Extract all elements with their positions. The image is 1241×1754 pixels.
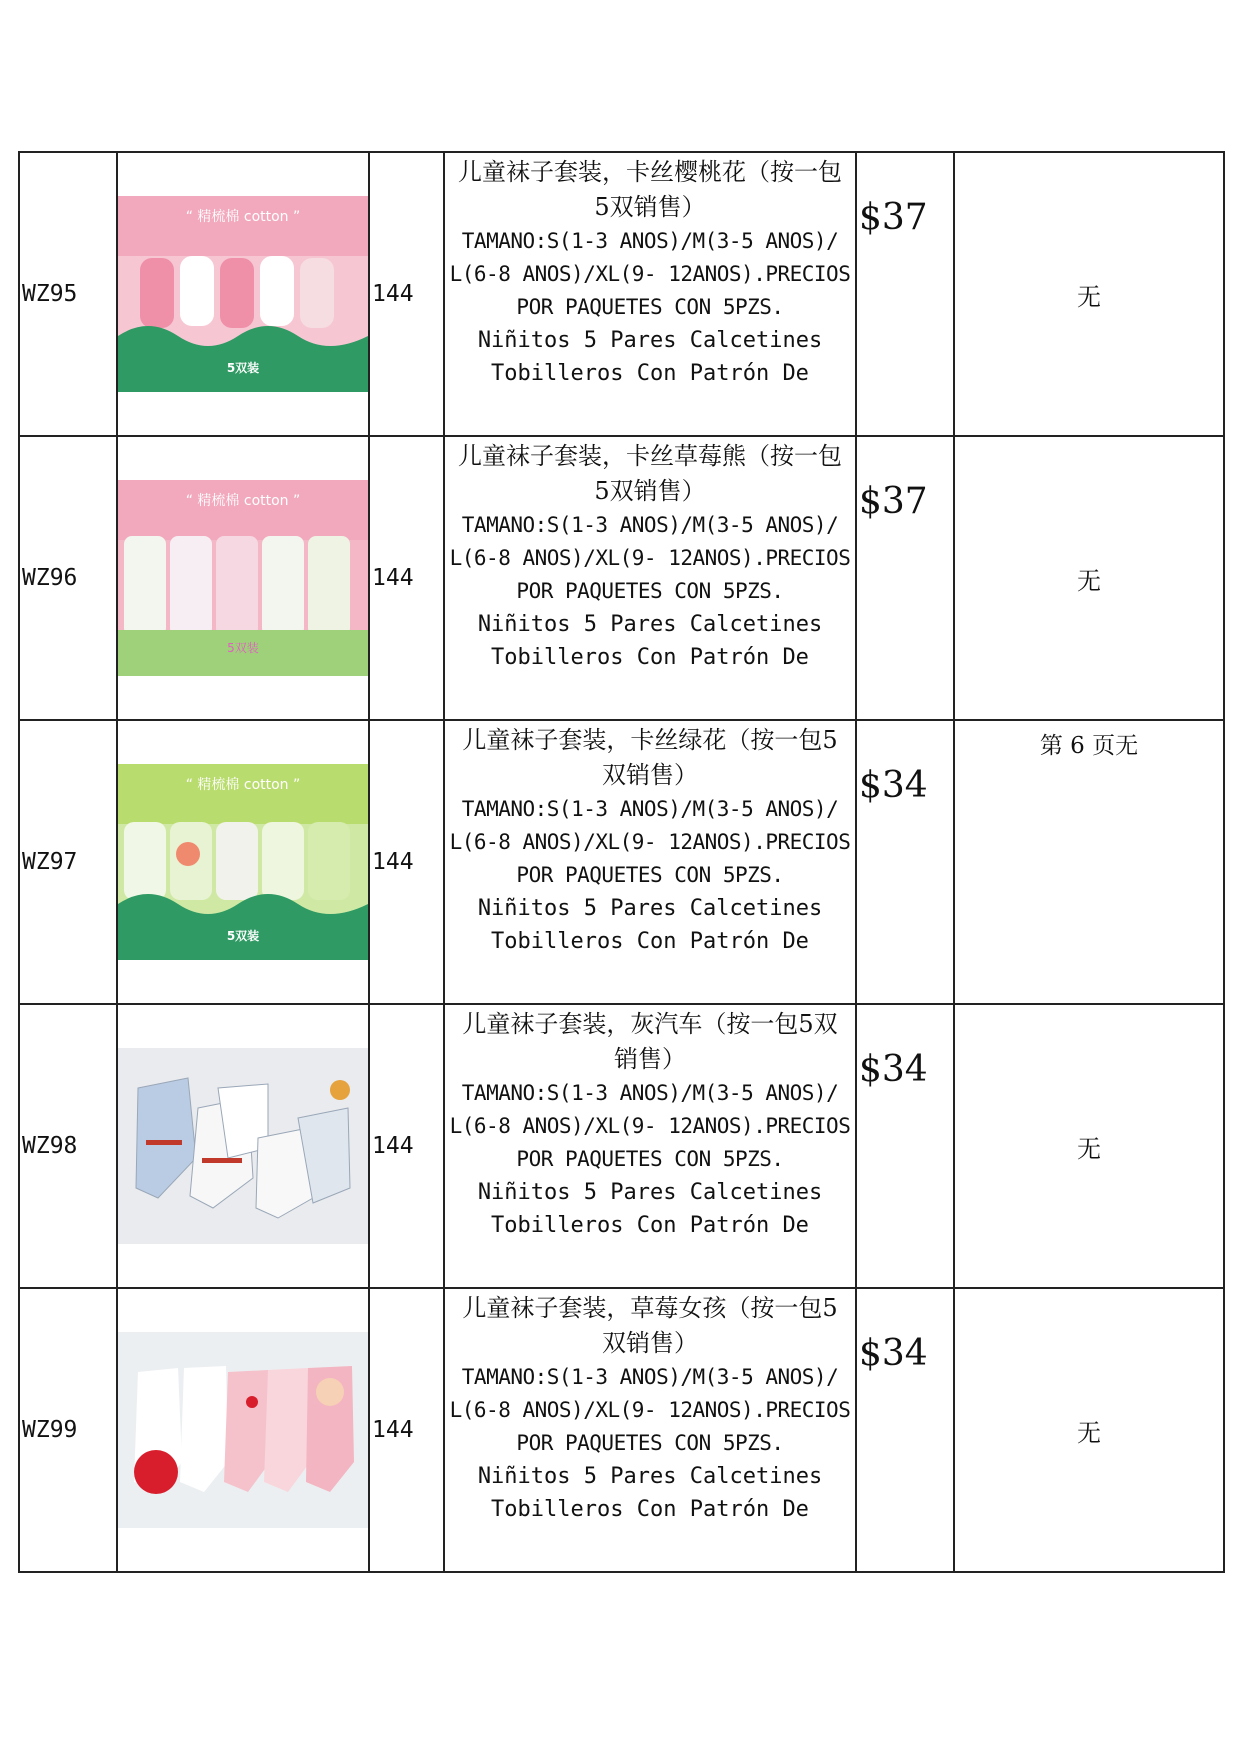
sock-pack-image	[118, 196, 368, 392]
product-code: WZ97	[19, 720, 117, 1004]
price-cell	[856, 720, 954, 1004]
table-row	[19, 1288, 1224, 1572]
price-cell	[856, 152, 954, 436]
spanish-description: Niñitos 5 Pares Calcetines Tobilleros Con Patrón De	[477, 896, 823, 954]
size-info: TAMANO:S(1-3 ANOS)/M(3-5 ANOS)/ L(6-8 ANOS)/XL(9- 12ANOS).PRECIOS POR PAQUETES CON 5PZS.	[449, 229, 851, 319]
product-code: WZ95	[19, 152, 117, 436]
table-row	[19, 1004, 1224, 1288]
size-info: TAMANO:S(1-3 ANOS)/M(3-5 ANOS)/ L(6-8 ANOS)/XL(9- 12ANOS).PRECIOS POR PAQUETES CON 5PZS.	[449, 797, 851, 887]
sock-photo-image	[118, 1048, 368, 1244]
sock-pack-image	[118, 764, 368, 960]
banner-text: “ 精梳棉 cotton ”	[185, 493, 301, 509]
table-row	[19, 152, 1224, 436]
spanish-description: Niñitos 5 Pares Calcetines Tobilleros Con Patrón De	[477, 612, 823, 670]
product-image	[117, 1004, 369, 1288]
product-title: 儿童袜子套装，卡丝草莓熊（按一包5双销售）	[458, 442, 842, 505]
note: 无	[954, 1004, 1224, 1288]
note: 第 6 页无	[1039, 733, 1139, 759]
quantity: 144	[369, 436, 444, 720]
spanish-description: Niñitos 5 Pares Calcetines Tobilleros Con Patrón De	[477, 1180, 823, 1238]
note: 无	[954, 1288, 1224, 1572]
size-info: TAMANO:S(1-3 ANOS)/M(3-5 ANOS)/ L(6-8 ANOS)/XL(9- 12ANOS).PRECIOS POR PAQUETES CON 5PZS.	[449, 1365, 851, 1455]
sock-pack-image	[118, 480, 368, 676]
price-cell	[856, 1288, 954, 1572]
product-title: 儿童袜子套装，灰汽车（按一包5双销售）	[462, 1010, 838, 1073]
quantity: 144	[369, 720, 444, 1004]
size-info: TAMANO:S(1-3 ANOS)/M(3-5 ANOS)/ L(6-8 ANOS)/XL(9- 12ANOS).PRECIOS POR PAQUETES CON 5PZS.	[449, 1081, 851, 1171]
note-cell	[954, 720, 1224, 1004]
table-row	[19, 436, 1224, 720]
product-table	[18, 151, 1225, 1573]
product-title: 儿童袜子套装，草莓女孩（按一包5双销售）	[462, 1294, 838, 1357]
spanish-description: Niñitos 5 Pares Calcetines Tobilleros Con Patrón De	[477, 328, 823, 386]
note: 无	[954, 152, 1224, 436]
banner-text: “ 精梳棉 cotton ”	[185, 209, 301, 225]
price-cell	[856, 436, 954, 720]
product-description	[444, 1288, 856, 1572]
product-code: WZ99	[19, 1288, 117, 1572]
product-description	[444, 436, 856, 720]
product-description	[444, 152, 856, 436]
product-code: WZ98	[19, 1004, 117, 1288]
product-image	[117, 152, 369, 436]
product-title: 儿童袜子套装，卡丝樱桃花（按一包5双销售）	[458, 158, 842, 221]
note: 无	[954, 436, 1224, 720]
price: $34	[859, 1333, 928, 1374]
pack-label: 5双装	[226, 361, 260, 375]
table-row	[19, 720, 1224, 1004]
product-title: 儿童袜子套装，卡丝绿花（按一包5双销售）	[462, 726, 838, 789]
pack-label: 5双装	[227, 641, 259, 655]
product-code: WZ96	[19, 436, 117, 720]
product-image	[117, 1288, 369, 1572]
pack-label: 5双装	[226, 929, 260, 943]
price: $34	[859, 1049, 928, 1090]
spanish-description: Niñitos 5 Pares Calcetines Tobilleros Con Patrón De	[477, 1464, 823, 1522]
size-info: TAMANO:S(1-3 ANOS)/M(3-5 ANOS)/ L(6-8 ANOS)/XL(9- 12ANOS).PRECIOS POR PAQUETES CON 5PZS.	[449, 513, 851, 603]
quantity: 144	[369, 152, 444, 436]
price: $37	[859, 197, 928, 238]
price: $37	[859, 481, 928, 522]
price-cell	[856, 1004, 954, 1288]
product-image	[117, 436, 369, 720]
price: $34	[859, 765, 928, 806]
quantity: 144	[369, 1004, 444, 1288]
product-description	[444, 1004, 856, 1288]
product-image	[117, 720, 369, 1004]
sock-photo-image	[118, 1332, 368, 1528]
product-description	[444, 720, 856, 1004]
banner-text: “ 精梳棉 cotton ”	[185, 777, 301, 793]
quantity: 144	[369, 1288, 444, 1572]
